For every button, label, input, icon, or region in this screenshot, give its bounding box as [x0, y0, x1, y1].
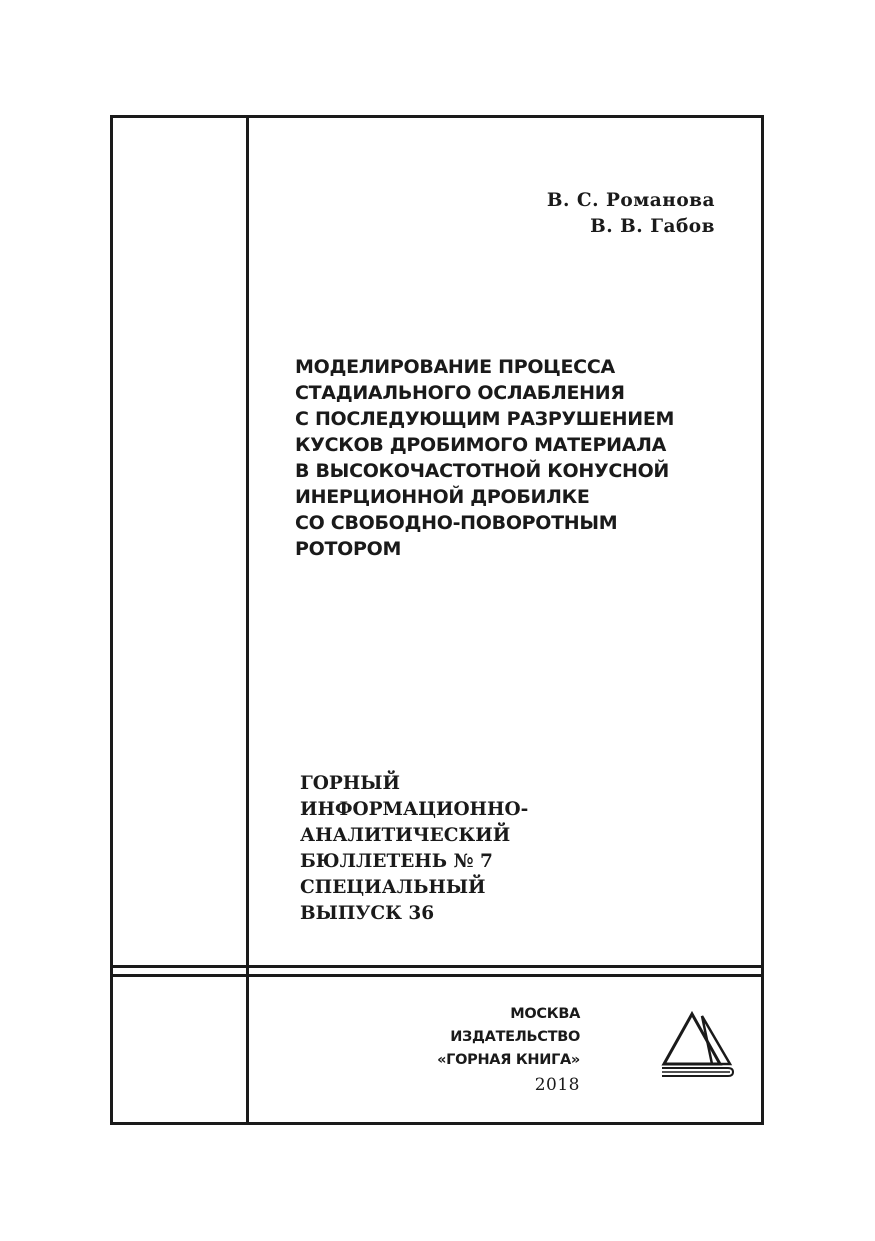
series-name — [300, 771, 600, 927]
horizontal-rule-top — [110, 965, 764, 968]
horizontal-rule-bottom — [110, 974, 764, 977]
publisher-city: МОСКВА — [510, 1006, 580, 1022]
title-line: С ПОСЛЕДУЮЩИМ РАЗРУШЕНИЕМ — [295, 408, 675, 430]
mountain-book-logo-icon — [660, 1010, 736, 1082]
series-line: ИНФОРМАЦИОННО- — [300, 799, 529, 820]
publisher-block — [380, 1003, 580, 1098]
author-2: В. В. Габов — [590, 216, 715, 237]
series-line: БЮЛЛЕТЕНЬ № 7 — [300, 851, 493, 872]
title-line: РОТОРОМ — [295, 538, 402, 560]
title-line: МОДЕЛИРОВАНИЕ ПРОЦЕССА — [295, 356, 615, 378]
book-title — [295, 354, 735, 562]
title-line: СО СВОБОДНО-ПОВОРОТНЫМ — [295, 512, 618, 534]
series-line: АНАЛИТИЧЕСКИЙ — [300, 825, 511, 846]
series-line: ГОРНЫЙ — [300, 773, 400, 794]
title-line: КУСКОВ ДРОБИМОГО МАТЕРИАЛА — [295, 434, 666, 456]
authors — [547, 188, 715, 240]
publication-year: 2018 — [534, 1075, 580, 1095]
series-line: ВЫПУСК 36 — [300, 903, 435, 924]
author-1: В. С. Романова — [546, 190, 715, 211]
title-line: СТАДИАЛЬНОГО ОСЛАБЛЕНИЯ — [295, 382, 625, 404]
title-line: В ВЫСОКОЧАСТОТНОЙ КОНУСНОЙ — [295, 460, 670, 482]
publisher-name: «ГОРНАЯ КНИГА» — [437, 1052, 580, 1068]
publisher-label: ИЗДАТЕЛЬСТВО — [450, 1029, 580, 1045]
title-line: ИНЕРЦИОННОЙ ДРОБИЛКЕ — [295, 486, 590, 508]
series-line: СПЕЦИАЛЬНЫЙ — [300, 877, 486, 898]
